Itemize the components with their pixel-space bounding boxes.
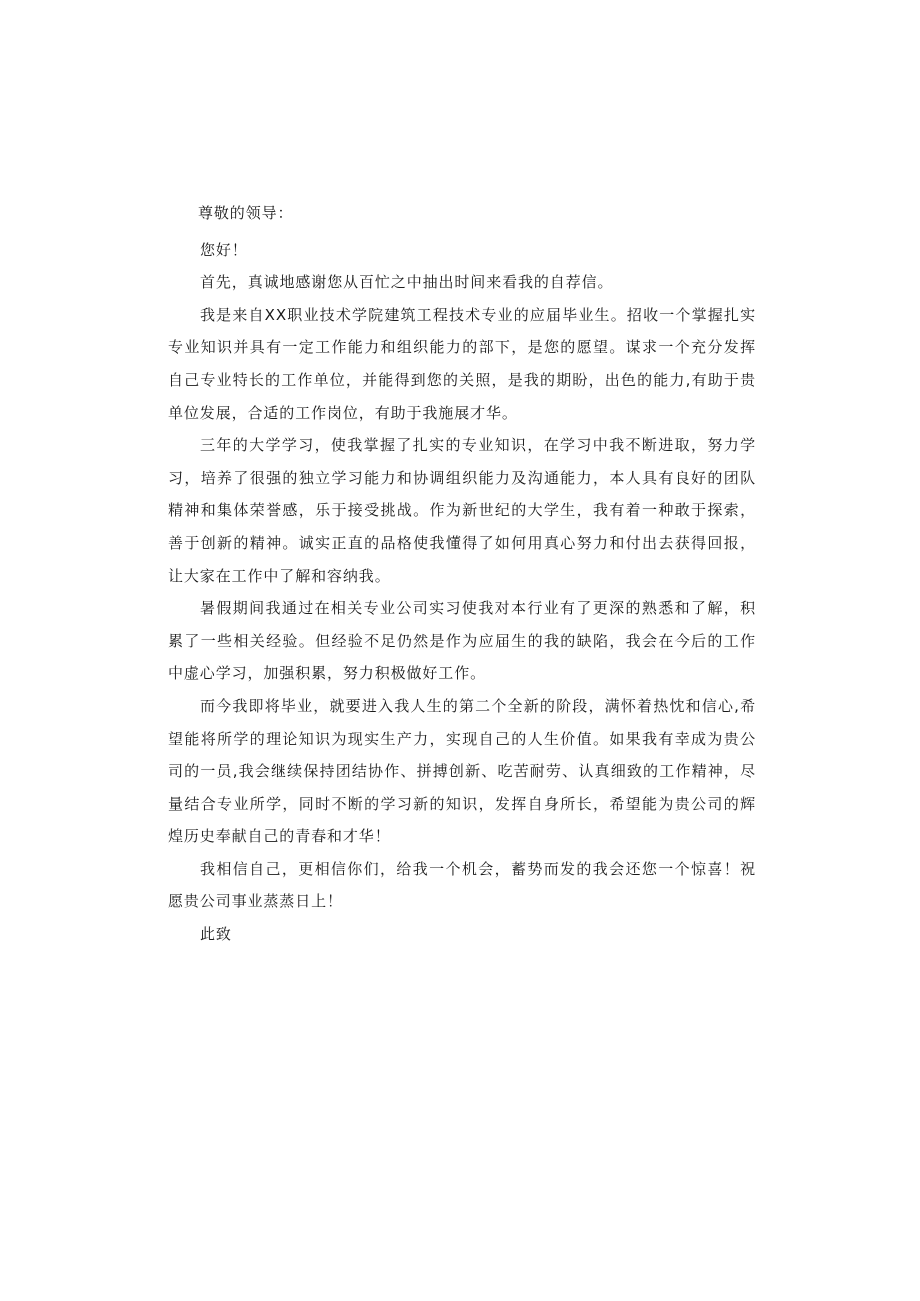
salutation: 尊敬的领导： <box>198 204 294 222</box>
greeting-paragraph: 您好！ <box>200 240 248 259</box>
study-paragraph: 三年的大学学习，使我掌握了扎实的专业知识，在学习中我不断进取，努力学习，培养了很强的独立学习能力和协调组织能力及沟通能力，本人具有良好的团队精神和集体荣誉感，乐于接受挑战。作为新世纪的大学生，我有着一种敢于探索，善于创新的精神。诚实正直的品格使我懂得了如何用真心努力和付出去获得回报，让大家在工作中了解和容纳我。 <box>168 436 756 585</box>
closing-wish-paragraph: 我相信自己，更相信你们，给我一个机会，蓄势而发的我会还您一个惊喜！祝愿贵公司事业蒸蒸日上！ <box>168 859 756 911</box>
aspiration-paragraph: 而今我即将毕业，就要进入我人生的第二个全新的阶段，满怀着热忱和信心,希望能将所学的理论知识为现实生产力，实现自己的人生价值。如果我有幸成为贵公司的一员,我会继续保持团结协作、拼搏创新、吃苦耐劳、认真细致的工作精神，尽量结合专业所学，同时不断的学习新的知识，发挥自身所长，希望能为贵公司的辉煌历史奉献自己的青春和才华！ <box>168 696 756 846</box>
internship-paragraph: 暑假期间我通过在相关专业公司实习使我对本行业有了更深的熟悉和了解，积累了一些相关经验。但经验不足仍然是作为应届生的我的缺陷，我会在今后的工作中虚心学习，加强积累，努力积极做好工作。 <box>168 599 756 683</box>
cover-letter <box>168 197 756 951</box>
sign-off: 此致 <box>200 925 232 944</box>
thanks-paragraph: 首先，真诚地感谢您从百忙之中抽出时间来看我的自荐信。 <box>200 273 614 292</box>
introduction-paragraph: 我是来自XX职业技术学院建筑工程技术专业的应届毕业生。招收一个掌握扎实专业知识并具有一定工作能力和组织能力的部下，是您的愿望。谋求一个充分发挥自己专业特长的工作单位，并能得到您的关照，是我的期盼，出色的能力,有助于贵单位发展，合适的工作岗位，有助于我施展才华。 <box>168 305 756 422</box>
